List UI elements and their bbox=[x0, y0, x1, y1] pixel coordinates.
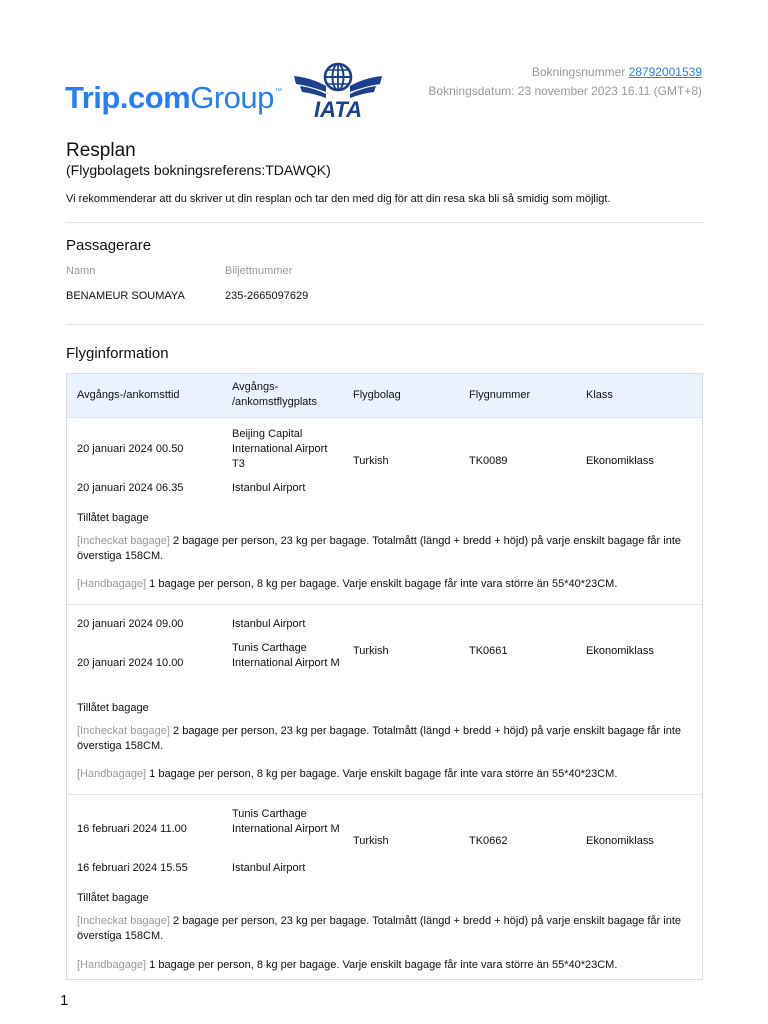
hand-baggage-text: 1 bagage per person, 8 kg per bagage. Varje enskilt bagage får inte vara större än 55*40*23CM. bbox=[146, 959, 618, 971]
hand-baggage-text: 1 bagage per person, 8 kg per bagage. Varje enskilt bagage får inte vara större än 55*40*23CM. bbox=[146, 578, 618, 590]
trip-com-group-logo: Trip.comGroup™ bbox=[65, 80, 282, 115]
booking-number-link[interactable]: 28792001539 bbox=[628, 65, 702, 79]
booking-number-line bbox=[428, 63, 702, 82]
column-header-class: Klass bbox=[586, 389, 613, 401]
departure-time: 20 januari 2024 09.00 bbox=[77, 618, 184, 630]
print-notice: Vi rekommenderar att du skriver ut din resplan och tar den med dig för att din resa ska bli så smidig som möjligt. bbox=[66, 193, 611, 205]
airline: Turkish bbox=[353, 645, 389, 657]
logo-tm: ™ bbox=[274, 88, 282, 95]
arrival-airport: Istanbul Airport bbox=[232, 862, 306, 874]
hand-baggage-text: 1 bagage per person, 8 kg per bagage. Varje enskilt bagage får inte vara större än 55*40*23CM. bbox=[146, 768, 618, 780]
baggage-title: Tillåtet bagage bbox=[77, 702, 149, 714]
hand-baggage bbox=[77, 767, 692, 782]
travel-class: Ekonomiklass bbox=[586, 645, 654, 657]
checked-baggage bbox=[77, 724, 692, 754]
hand-baggage-tag: [Handbagage] bbox=[77, 578, 147, 590]
airline: Turkish bbox=[353, 835, 389, 847]
segment-divider bbox=[67, 604, 702, 605]
hand-baggage-tag: [Handbagage] bbox=[77, 959, 147, 971]
column-header-airline: Flygbolag bbox=[353, 389, 401, 401]
column-header-airport: Avgångs- /ankomstflygplats bbox=[232, 381, 317, 408]
checked-baggage bbox=[77, 914, 692, 944]
flight-number: TK0662 bbox=[469, 835, 508, 847]
arrival-airport: Tunis Carthage International Airport M bbox=[232, 642, 340, 669]
flight-table bbox=[66, 373, 703, 980]
passenger-name: BENAMEUR SOUMAYA bbox=[66, 290, 185, 302]
departure-time: 20 januari 2024 00.50 bbox=[77, 443, 184, 455]
booking-date: Bokningsdatum: 23 november 2023 16.11 (GMT+8) bbox=[428, 84, 702, 98]
airline-booking-reference: (Flygbolagets bokningsreferens:TDAWQK) bbox=[66, 162, 331, 178]
checked-baggage-tag: [Incheckat bagage] bbox=[77, 535, 170, 547]
departure-airport: Tunis Carthage International Airport M bbox=[232, 808, 340, 835]
flight-table-header bbox=[67, 374, 702, 418]
arrival-time: 16 februari 2024 15.55 bbox=[77, 862, 188, 874]
airline: Turkish bbox=[353, 455, 389, 467]
divider bbox=[66, 222, 703, 223]
flight-number: TK0089 bbox=[469, 455, 508, 467]
ticket-number: 235-2665097629 bbox=[225, 290, 309, 302]
checked-baggage bbox=[77, 534, 692, 564]
travel-class: Ekonomiklass bbox=[586, 835, 654, 847]
flight-number: TK0661 bbox=[469, 645, 508, 657]
logo-group-text: Group bbox=[190, 80, 274, 115]
arrival-airport: Istanbul Airport bbox=[232, 482, 306, 494]
hand-baggage bbox=[77, 577, 692, 592]
checked-baggage-tag: [Incheckat bagage] bbox=[77, 725, 170, 737]
baggage-title: Tillåtet bagage bbox=[77, 512, 149, 524]
checked-baggage-text: 2 bagage per person, 23 kg per bagage. Totalmått (längd + bredd + höjd) på varje enskilt bagage får inte överstiga 158CM. bbox=[77, 725, 682, 752]
checked-baggage-tag: [Incheckat bagage] bbox=[77, 915, 170, 927]
column-header-flight-number: Flygnummer bbox=[469, 389, 531, 401]
iata-text: IATA bbox=[313, 97, 363, 120]
flight-section-title: Flyginformation bbox=[66, 345, 169, 362]
hand-baggage bbox=[77, 958, 692, 973]
name-label: Namn bbox=[66, 265, 96, 277]
departure-time: 16 februari 2024 11.00 bbox=[77, 823, 187, 835]
travel-class: Ekonomiklass bbox=[586, 455, 654, 467]
ticket-label: Biljettnummer bbox=[225, 265, 293, 277]
header bbox=[0, 0, 768, 130]
booking-info bbox=[428, 63, 702, 101]
arrival-time: 20 januari 2024 06.35 bbox=[77, 482, 184, 494]
checked-baggage-text: 2 bagage per person, 23 kg per bagage. Totalmått (längd + bredd + höjd) på varje enskilt bagage får inte överstiga 158CM. bbox=[77, 915, 682, 942]
hand-baggage-tag: [Handbagage] bbox=[77, 768, 147, 780]
arrival-time: 20 januari 2024 10.00 bbox=[77, 657, 184, 669]
page-title: Resplan bbox=[66, 140, 136, 161]
booking-number-label: Bokningsnummer bbox=[531, 65, 626, 79]
departure-airport: Beijing Capital International Airport T3 bbox=[232, 428, 328, 470]
page-number: 1 bbox=[60, 992, 69, 1009]
column-header-time: Avgångs-/ankomsttid bbox=[77, 389, 180, 401]
divider bbox=[66, 324, 703, 325]
departure-airport: Istanbul Airport bbox=[232, 618, 306, 630]
passengers-section-title: Passagerare bbox=[66, 237, 152, 254]
baggage-title: Tillåtet bagage bbox=[77, 892, 149, 904]
segment-divider bbox=[67, 794, 702, 795]
checked-baggage-text: 2 bagage per person, 23 kg per bagage. Totalmått (längd + bredd + höjd) på varje enskilt bagage får inte överstiga 158CM. bbox=[77, 535, 682, 562]
iata-logo bbox=[292, 62, 384, 120]
